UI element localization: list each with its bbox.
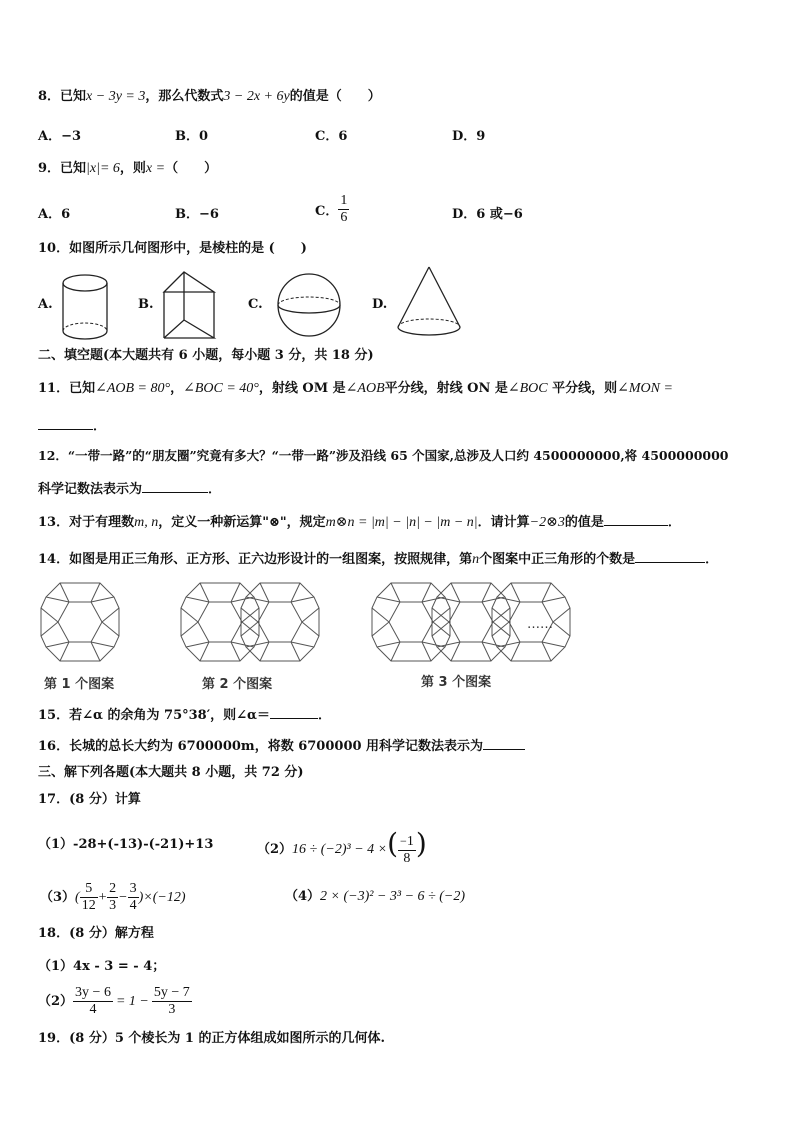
q18-stem: 18．(8 分）解方程	[38, 926, 154, 941]
q17-part1: （1）-28+(-13)-(-21)+13	[38, 837, 214, 852]
q9-option-c-fraction: $\frac{1}{6}$	[340, 193, 348, 225]
q12-line2: 科学记数法表示为 ．	[38, 482, 222, 497]
q10-label-b[interactable]: B.	[138, 297, 154, 312]
q18-part2: （2） $\frac{3y - 6}{4}$ = 1 − $\frac{5y - 7}{3}$	[38, 985, 190, 1017]
q13-stem: 13．对于有理数m, n，定义一种新运算"⊗"，规定m⊗n = |m| − |n| − |m − n|．请计算−2⊗3的值是 ．	[38, 515, 681, 530]
q9-stem: 9．已知|x|= 6，则x =（ ）	[38, 161, 218, 176]
q19-stem: 19．(8 分）5 个棱长为 1 的正方体组成如图所示的几何体.	[38, 1031, 386, 1046]
q10-label-c[interactable]: C.	[248, 297, 263, 312]
tessellation-patterns-figure	[38, 582, 598, 664]
q17-p3-frac2: $\frac{2}{3}$	[109, 881, 117, 913]
q18-p2-right-fraction: $\frac{5y - 7}{3}$	[153, 985, 190, 1017]
q9-option-d[interactable]: D．6 或−6	[452, 207, 523, 222]
q10-stem: 10．如图所示几何图形中，是棱柱的是 ( )	[38, 241, 307, 256]
q8-option-a[interactable]: A．−3	[38, 129, 82, 144]
q15-blank[interactable]	[270, 706, 318, 719]
pattern2-unit-2	[241, 583, 319, 661]
q16-blank[interactable]	[483, 737, 525, 750]
triangular-prism-figure	[158, 270, 220, 342]
q14-stem: 14．如图是用正三角形、正方形、正六边形设计的一组图案，按照规律，第n个图案中正三角形的个数是 ．	[38, 552, 719, 567]
q10-label-a[interactable]: A.	[38, 297, 53, 312]
cone-figure	[394, 265, 464, 341]
section2-heading: 二、填空题(本大题共有 6 小题，每小题 3 分，共 18 分)	[38, 348, 374, 363]
q12-line1: 12．“一带一路”的“朋友圈”究竟有多大？“一带一路”涉及沿线 65 个国家,总涉及人口约 4500000000,将 4500000000	[38, 448, 729, 463]
pattern3-unit-2	[432, 583, 510, 661]
q17-part3: （3）( $\frac{5}{12}$ + $\frac{2}{3}$ − $\frac{3}{4}$ )×(−12)	[40, 881, 186, 913]
q12-blank[interactable]	[142, 480, 208, 493]
q8-stem: 8．已知x − 3y = 3，那么代数式3 − 2x + 6y的值是（ ）	[38, 89, 381, 104]
pattern1-unit	[41, 583, 119, 661]
q9-option-b[interactable]: B．−6	[175, 207, 219, 222]
q9-option-c[interactable]: C． $\frac{1}{6}$	[315, 193, 348, 225]
section3-heading: 三、解下列各题(本大题共 8 小题，共 72 分)	[38, 765, 304, 780]
q16-stem: 16．长城的总长大约为 6700000m，将数 6700000 用科学记数法表示为	[38, 737, 525, 756]
q17-part2-fraction: $\frac{-1}{8}$	[400, 833, 414, 866]
q17-stem: 17．(8 分）计算	[38, 792, 141, 807]
q18-p2-left-fraction: $\frac{3y - 6}{4}$	[75, 985, 111, 1017]
q10-label-d[interactable]: D.	[372, 297, 388, 312]
q11-answer-line[interactable]: ．	[38, 417, 106, 436]
pattern2-caption: 第 2 个图案	[202, 677, 273, 692]
q8-option-d[interactable]: D．9	[452, 129, 486, 144]
pattern1-caption: 第 1 个图案	[44, 677, 115, 692]
pattern2-unit-1	[181, 583, 259, 661]
cylinder-figure	[60, 272, 112, 342]
q11-blank[interactable]	[38, 417, 93, 430]
q9-option-a[interactable]: A．6	[38, 207, 71, 222]
sphere-figure	[272, 272, 346, 338]
q17-p3-frac3: $\frac{3}{4}$	[129, 881, 137, 913]
pattern3-caption: 第 3 个图案	[421, 675, 492, 690]
q11-stem: 11．已知∠AOB = 80°，∠BOC = 40°，射线 OM 是∠AOB平分线，射线 ON 是∠BOC 平分线，则∠MON =	[38, 381, 673, 396]
q8-option-c[interactable]: C．6	[315, 129, 348, 144]
pattern-ellipsis: ……	[527, 617, 553, 632]
q17-part2: （2）16 ÷ (−2)³ − 4 ×( $\frac{-1}{8}$ )	[257, 827, 427, 866]
pattern3-unit-1	[372, 583, 450, 661]
q18-part1: （1）4x - 3 = - 4；	[38, 959, 166, 974]
q15-stem: 15．若∠α 的余角为 75°38′，则∠α＝ ．	[38, 708, 332, 723]
q17-part4: （4）2 × (−3)² − 3³ − 6 ÷ (−2)	[285, 889, 466, 904]
q14-blank[interactable]	[635, 550, 705, 563]
q8-option-b[interactable]: B．0	[175, 129, 209, 144]
q17-p3-frac1: $\frac{5}{12}$	[81, 881, 96, 913]
q13-blank[interactable]	[604, 513, 668, 526]
